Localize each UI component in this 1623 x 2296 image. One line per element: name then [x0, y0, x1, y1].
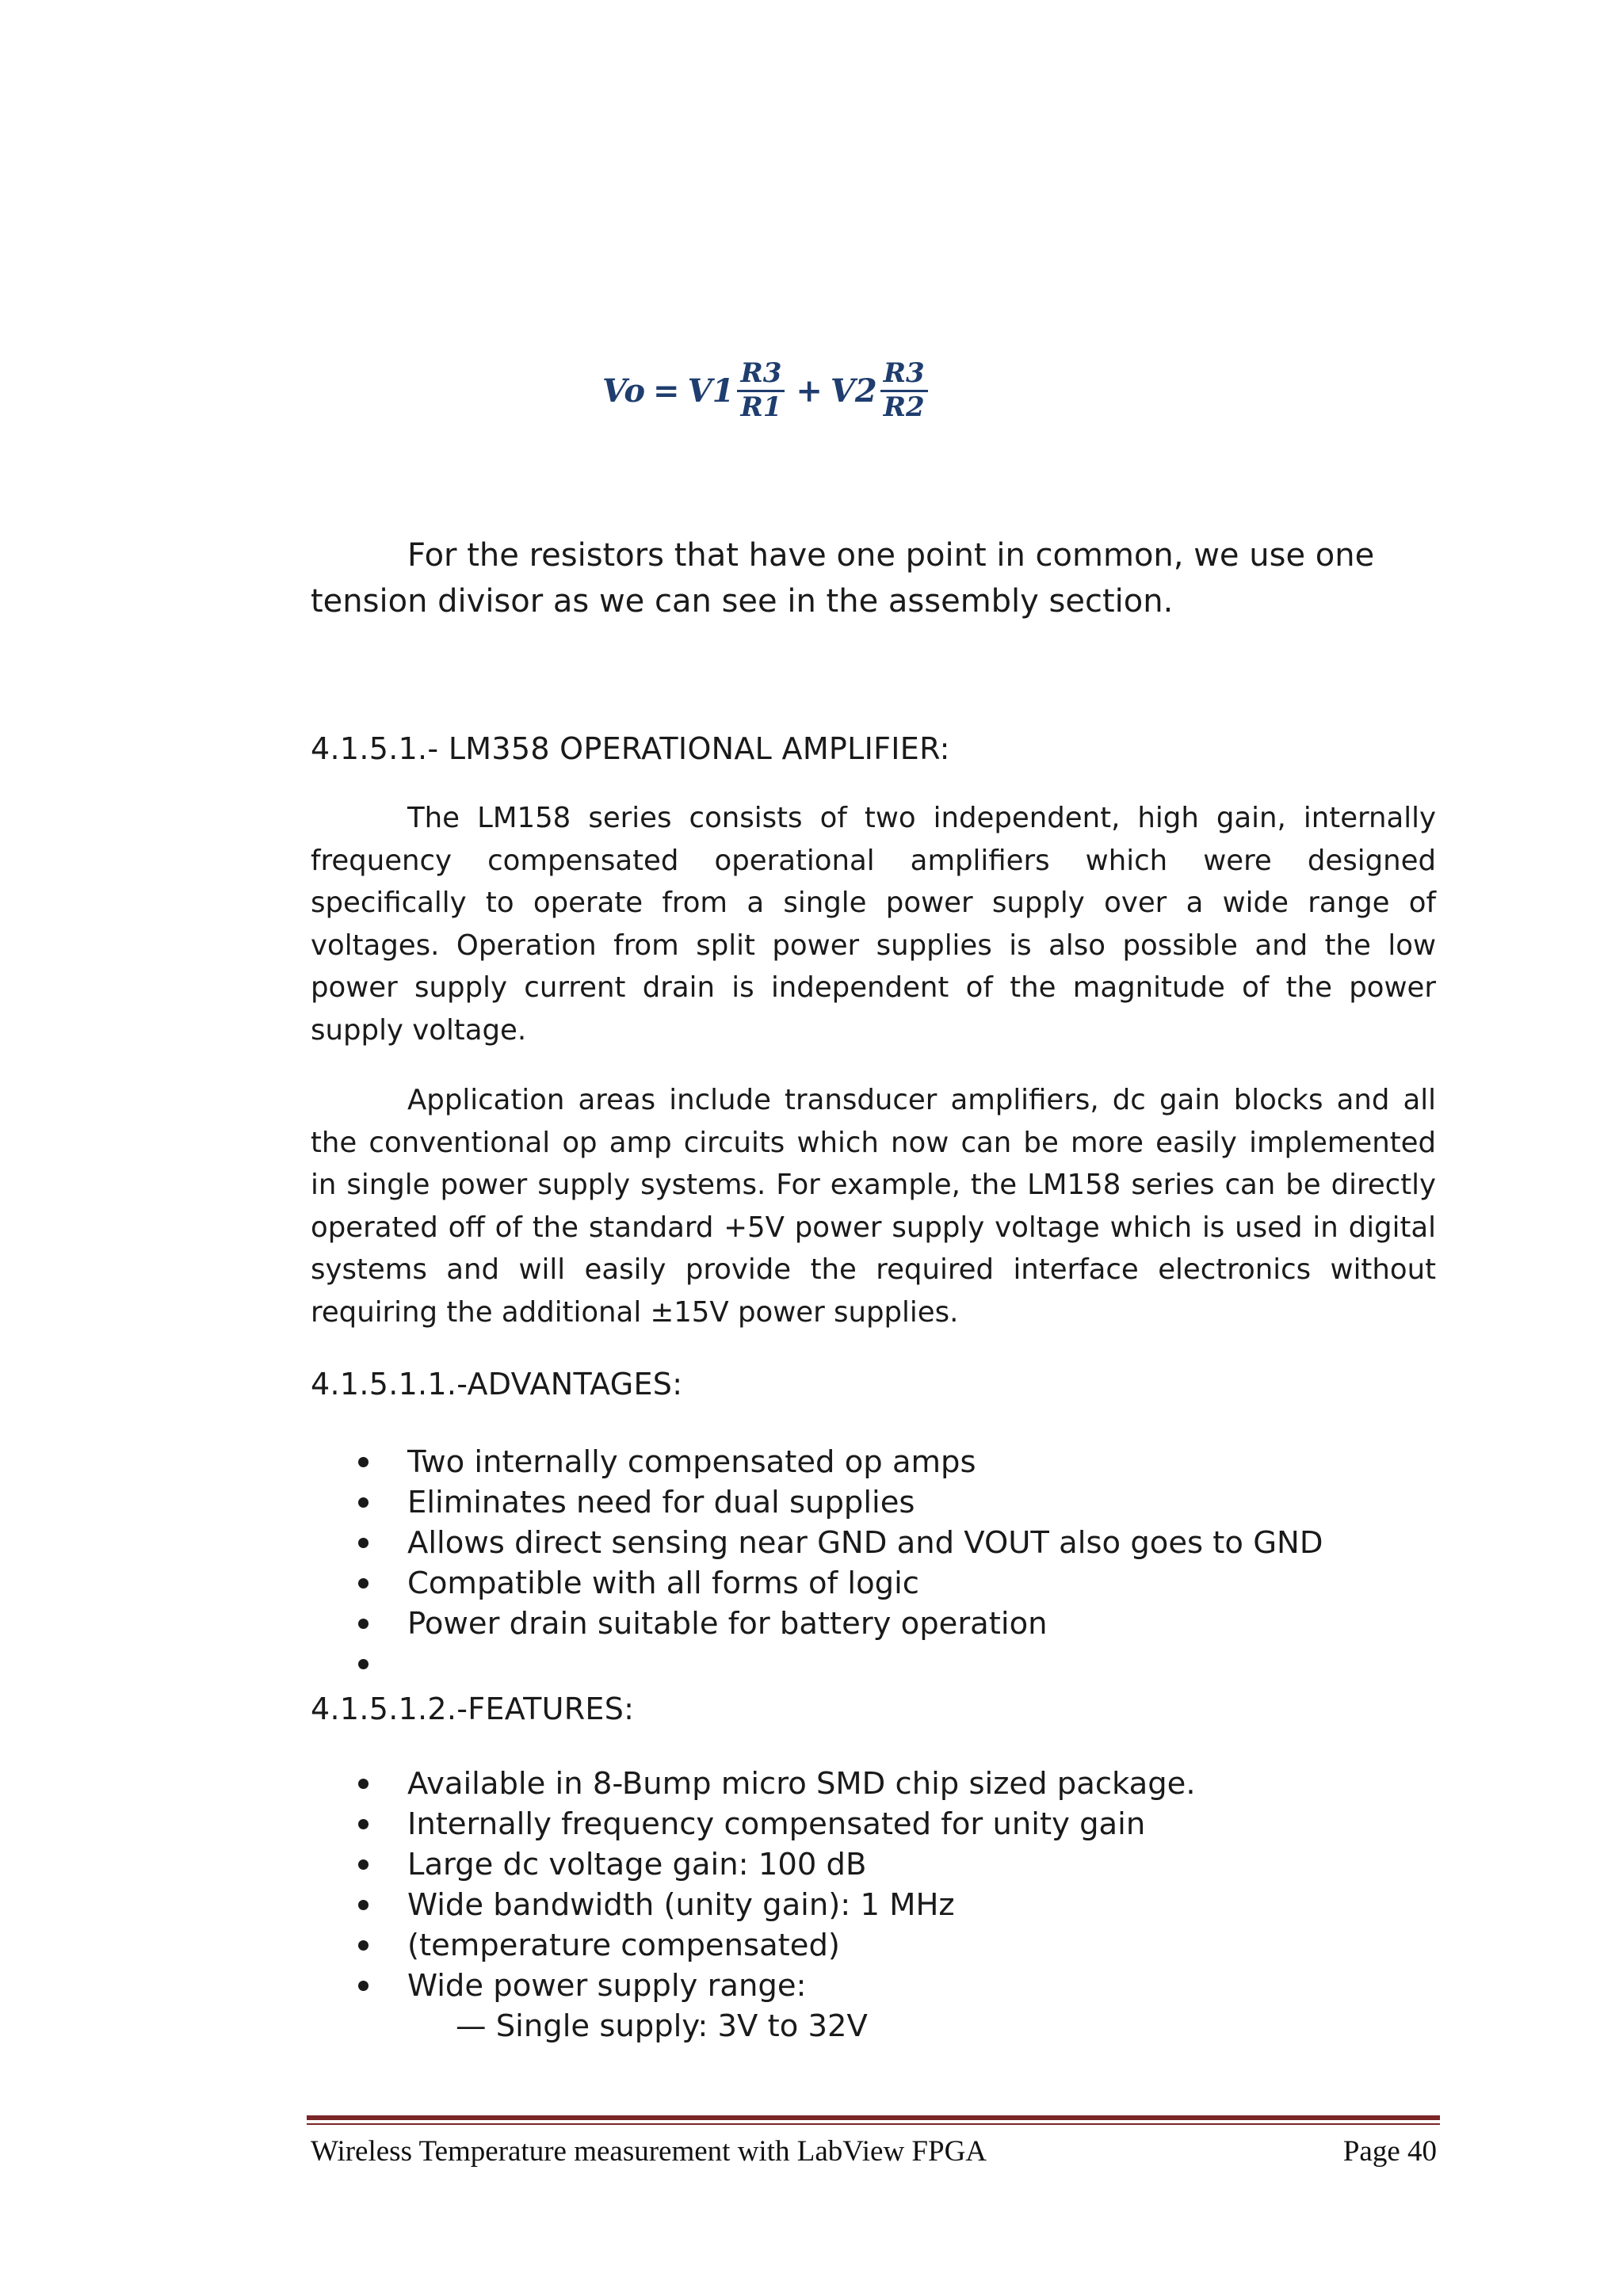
footer-rule — [307, 2115, 1440, 2120]
body-paragraph-1: The LM158 series consists of two independent, high gain, internally frequency compensated operational amplifiers which were designed specifically to operate from a single power supply over a wide range of voltages. Operation from split power supplies is also possible and the low power supply current drain is independent of the magnitude of the power supply voltage. — [311, 802, 1436, 1047]
list-item — [358, 1885, 1468, 1925]
list-item — [358, 1482, 1468, 1523]
bullet-icon — [358, 1940, 369, 1951]
fraction-1-denominator: R1 — [740, 391, 782, 423]
intro-paragraph-block — [311, 532, 1388, 624]
list-item — [358, 1644, 1468, 1684]
formula-plus: + — [796, 372, 823, 410]
bullet-icon — [358, 1619, 369, 1629]
list-item — [358, 1442, 1468, 1482]
intro-paragraph: For the resistors that have one point in common, we use one tension divisor as we can see in the assembly section. — [311, 537, 1375, 620]
list-item — [358, 1925, 1468, 1966]
voltage-formula — [602, 347, 931, 434]
list-item-text: Allows direct sensing near GND and VOUT also goes to GND — [407, 1525, 1323, 1561]
section-heading: 4.1.5.1.- LM358 OPERATIONAL AMPLIFIER: — [311, 731, 950, 766]
list-item-text: Wide bandwidth (unity gain): 1 MHz — [407, 1887, 955, 1923]
formula-fraction-2 — [880, 357, 928, 423]
list-item-text: Wide power supply range: — [407, 1968, 807, 2004]
list-item — [358, 1844, 1468, 1885]
section-heading-block — [311, 729, 1436, 769]
list-item-text: Internally frequency compensated for unity gain — [407, 1806, 1146, 1842]
bullet-icon — [358, 1457, 369, 1467]
bullet-icon — [358, 1497, 369, 1508]
bullet-icon — [358, 1538, 369, 1548]
features-heading: 4.1.5.1.2.-FEATURES: — [311, 1691, 635, 1726]
formula-lhs: Vo — [602, 372, 646, 410]
formula-term2-var: V2 — [830, 372, 877, 410]
bullet-icon — [358, 1578, 369, 1589]
footer-rule-thin — [307, 2123, 1440, 2125]
list-item — [358, 1563, 1468, 1604]
list-item-text: Available in 8-Bump micro SMD chip sized package. — [407, 1766, 1196, 1802]
list-item — [358, 1523, 1468, 1563]
formula-term1-var: V1 — [687, 372, 735, 410]
bullet-icon — [358, 1981, 369, 1991]
footer-page-number: Page 40 — [1342, 2135, 1437, 2168]
formula-fraction-1 — [737, 357, 785, 423]
list-item — [358, 1804, 1468, 1844]
list-item-text: (temperature compensated) — [407, 1928, 840, 1963]
features-list — [358, 1764, 1468, 2006]
list-item-text: Eliminates need for dual supplies — [407, 1485, 915, 1520]
list-item — [358, 1966, 1468, 2006]
footer-title: Wireless Temperature measurement with LabView FPGA — [311, 2135, 987, 2168]
advantages-heading-block — [311, 1364, 1436, 1404]
list-item — [358, 1604, 1468, 1644]
fraction-2-numerator: R3 — [880, 360, 928, 392]
body-paragraph-2: Application areas include transducer amplifiers, dc gain blocks and all the conventional op amp circuits which now can be more easily implemented in single power supply systems. For example, the LM158 series can be directly operated off of the standard +5V power supply voltage which is used in digital systems and will easily provide the required interface electronics without requiring the additional ±15V power supplies. — [311, 1084, 1436, 1329]
list-item — [358, 1764, 1468, 1804]
list-item-text: Two internally compensated op amps — [407, 1444, 976, 1480]
formula-equals: = — [653, 372, 680, 410]
bullet-icon — [358, 1819, 369, 1829]
bullet-icon — [358, 1900, 369, 1910]
fraction-2-denominator: R2 — [883, 391, 925, 423]
body-paragraph-1-block — [311, 797, 1436, 1051]
features-heading-block — [311, 1689, 1436, 1729]
body-paragraph-2-block — [311, 1079, 1436, 1333]
list-item-text: Power drain suitable for battery operation — [407, 1606, 1048, 1642]
bullet-icon — [358, 1659, 369, 1669]
fraction-1-numerator: R3 — [737, 360, 785, 392]
features-subitem: — Single supply: 3V to 32V — [456, 2008, 868, 2044]
bullet-icon — [358, 1859, 369, 1870]
list-item-text: Large dc voltage gain: 100 dB — [407, 1847, 867, 1882]
advantages-heading: 4.1.5.1.1.-ADVANTAGES: — [311, 1367, 683, 1402]
advantages-list — [358, 1442, 1468, 1684]
list-item-text: Compatible with all forms of logic — [407, 1566, 919, 1601]
bullet-icon — [358, 1779, 369, 1789]
